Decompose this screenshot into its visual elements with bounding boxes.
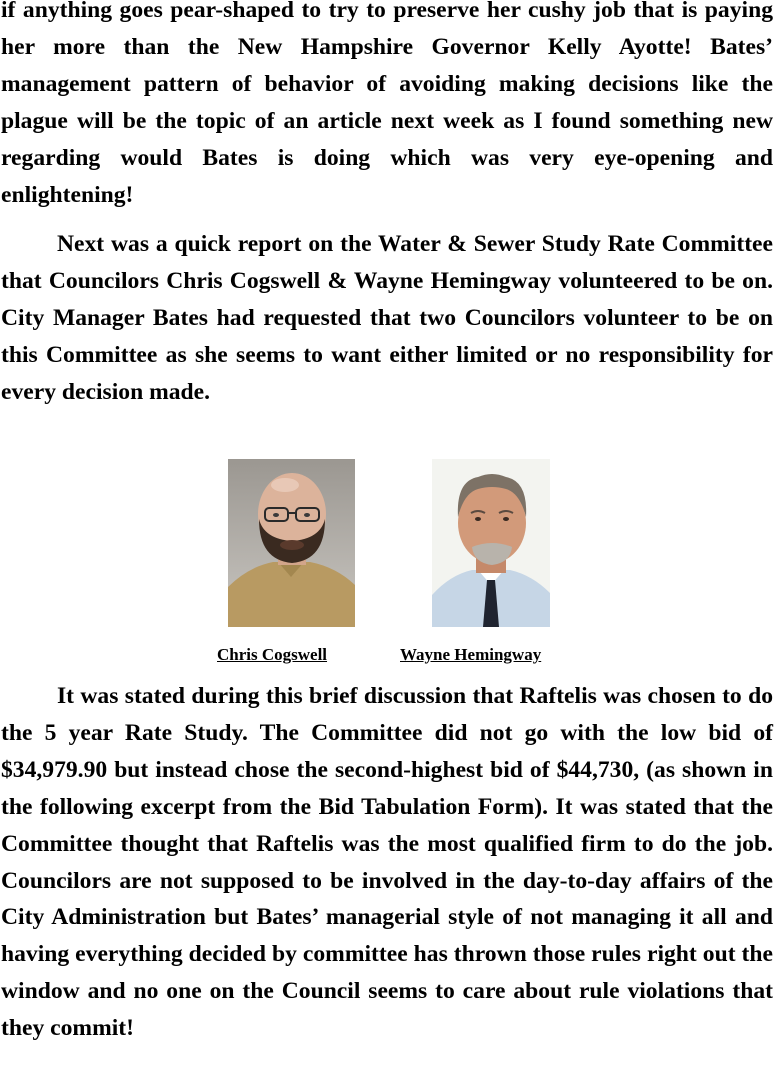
- photo-wayne-hemingway: [432, 459, 550, 627]
- paragraph-intro: if anything goes pear-shaped to try to preserve her cushy job that is paying her more than the New Hampshire Governor Kelly Ayotte! Bates’ management pattern of behavior of avoiding making decisions like the plague will be the topic of an article next week as I found something new regarding would Bates is doing which was very eye-opening and enlightening!: [1, 0, 773, 208]
- photo-chris-cogswell: [228, 459, 355, 627]
- caption-wayne-hemingway: Wayne Hemingway: [400, 645, 542, 664]
- paragraph-rate-study: It was stated during this brief discussion that Raftelis was chosen to do the 5 year Rate Study. The Committee did not go with the low bid of $34,979.90 but instead chose the second-highest bid of $44,730, (as shown in the following excerpt from the Bid Tabulation Form). It was stated that the Committee thought that Raftelis was the most qualified firm to do the job. Councilors are not supposed to be involved in the day-to-day affairs of the City Administration but Bates’ managerial style of not managing it all and having everything decided by committee has thrown those rules right out the window and no one on the Council seems to care about rule violations that they commit!: [1, 683, 773, 1042]
- portrait-hemingway-graphic: [432, 459, 550, 627]
- paragraph-committee-report: Next was a quick report on the Water & Sewer Study Rate Committee that Councilors Chris Cogswell & Wayne Hemingway volunteered to be on. City Manager Bates had requested that two Councilors volunteer to be on this Committee as she seems to want either limited or no responsibility for every decision made.: [1, 231, 773, 405]
- portrait-cogswell-graphic: [228, 459, 355, 627]
- caption-chris-cogswell: Chris Cogswell: [217, 645, 328, 664]
